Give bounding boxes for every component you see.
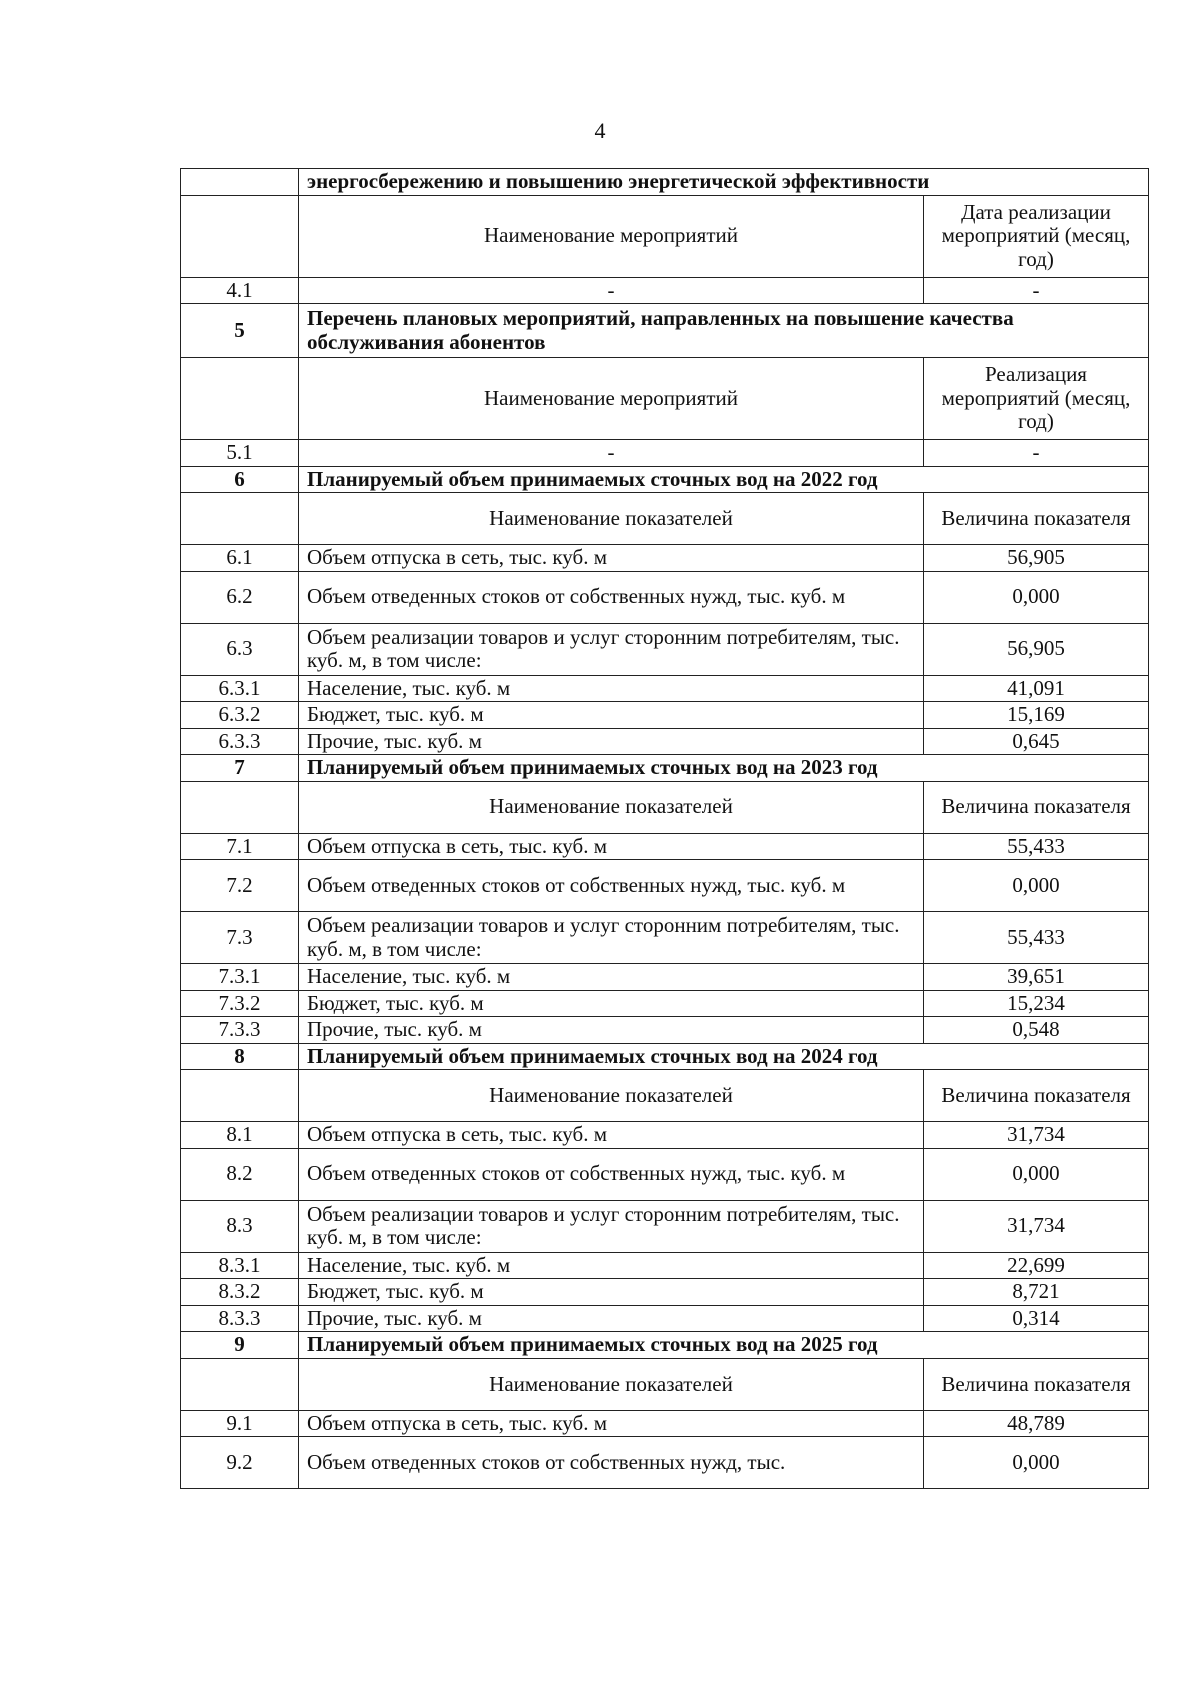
- column-header-name: Наименование мероприятий: [299, 358, 924, 440]
- column-header-value: Величина показателя: [924, 1358, 1149, 1410]
- table-row: [181, 833, 1149, 860]
- row-value: 15,169: [924, 702, 1149, 729]
- column-header-value: Величина показателя: [924, 493, 1149, 545]
- table-row: [181, 675, 1149, 702]
- column-header-row: [181, 358, 1149, 440]
- row-name: Объем реализации товаров и услуг сторонним потребителям, тыс. куб. м, в том числе:: [299, 623, 924, 675]
- row-value: 0,000: [924, 1437, 1149, 1489]
- row-number: 7.3.1: [181, 964, 299, 991]
- row-value: 0,645: [924, 728, 1149, 755]
- row-number: 8.2: [181, 1148, 299, 1200]
- row-value: 0,000: [924, 571, 1149, 623]
- column-header-row: [181, 195, 1149, 277]
- row-value: 31,734: [924, 1122, 1149, 1149]
- row-number: 6.1: [181, 545, 299, 572]
- table-row: [181, 277, 1149, 304]
- row-number: 6.3.1: [181, 675, 299, 702]
- section-title: Перечень плановых мероприятий, направленных на повышение качества обслуживания абонентов: [299, 304, 1149, 358]
- row-name: Бюджет, тыс. куб. м: [299, 702, 924, 729]
- table-row: [181, 571, 1149, 623]
- row-number: 9.1: [181, 1410, 299, 1437]
- column-header-value: Дата реализации мероприятий (месяц, год): [924, 195, 1149, 277]
- row-value: -: [924, 440, 1149, 467]
- row-value: 0,548: [924, 1017, 1149, 1044]
- table-row: [181, 1200, 1149, 1252]
- empty-cell: [181, 358, 299, 440]
- column-header-value: Величина показателя: [924, 781, 1149, 833]
- table-row: [181, 1122, 1149, 1149]
- row-value: 15,234: [924, 990, 1149, 1017]
- row-name: Объем отпуска в сеть, тыс. куб. м: [299, 1410, 924, 1437]
- row-value: 56,905: [924, 545, 1149, 572]
- table-row: [181, 702, 1149, 729]
- row-number: 8.3: [181, 1200, 299, 1252]
- row-name: Объем отведенных стоков от собственных нужд, тыс.: [299, 1437, 924, 1489]
- row-name: Объем отпуска в сеть, тыс. куб. м: [299, 545, 924, 572]
- row-number: 7.3.2: [181, 990, 299, 1017]
- row-number: 7.3: [181, 912, 299, 964]
- row-number: 8.1: [181, 1122, 299, 1149]
- production-program-table: [180, 168, 1149, 1489]
- section-number: 6: [181, 466, 299, 493]
- row-name: Прочие, тыс. куб. м: [299, 1305, 924, 1332]
- row-name: Объем отведенных стоков от собственных нужд, тыс. куб. м: [299, 1148, 924, 1200]
- row-name: Население, тыс. куб. м: [299, 964, 924, 991]
- column-header-name: Наименование показателей: [299, 781, 924, 833]
- page-number: 4: [594, 118, 606, 143]
- section-title-row: [181, 1043, 1149, 1070]
- section-title-row: [181, 755, 1149, 782]
- table-row: [181, 728, 1149, 755]
- section-number: 5: [181, 304, 299, 358]
- table-row: [181, 1017, 1149, 1044]
- row-value: 41,091: [924, 675, 1149, 702]
- table-row: [181, 545, 1149, 572]
- table-row: [181, 1410, 1149, 1437]
- section-number: 8: [181, 1043, 299, 1070]
- table-row: [181, 1437, 1149, 1489]
- row-value: 48,789: [924, 1410, 1149, 1437]
- section-title: Планируемый объем принимаемых сточных вод на 2022 год: [299, 466, 1149, 493]
- row-value: 0,000: [924, 860, 1149, 912]
- row-value: 31,734: [924, 1200, 1149, 1252]
- row-name: Объем отпуска в сеть, тыс. куб. м: [299, 833, 924, 860]
- table-row: [181, 1148, 1149, 1200]
- row-name: Объем отпуска в сеть, тыс. куб. м: [299, 1122, 924, 1149]
- row-name: Прочие, тыс. куб. м: [299, 728, 924, 755]
- row-name: -: [299, 277, 924, 304]
- table-body: [181, 169, 1149, 1489]
- column-header-row: [181, 1070, 1149, 1122]
- row-name: Объем отведенных стоков от собственных нужд, тыс. куб. м: [299, 860, 924, 912]
- table-row: [181, 440, 1149, 467]
- row-name: -: [299, 440, 924, 467]
- row-name: Объем отведенных стоков от собственных нужд, тыс. куб. м: [299, 571, 924, 623]
- row-name: Население, тыс. куб. м: [299, 675, 924, 702]
- section-title-row: [181, 466, 1149, 493]
- section-title: Планируемый объем принимаемых сточных вод на 2024 год: [299, 1043, 1149, 1070]
- section-number: 7: [181, 755, 299, 782]
- section-number: 9: [181, 1332, 299, 1359]
- row-number: 8.3.3: [181, 1305, 299, 1332]
- row-number: 6.2: [181, 571, 299, 623]
- column-header-name: Наименование показателей: [299, 1358, 924, 1410]
- empty-cell: [181, 1070, 299, 1122]
- section-title: энергосбережению и повышению энергетической эффективности: [299, 169, 1149, 196]
- column-header-name: Наименование мероприятий: [299, 195, 924, 277]
- row-value: 55,433: [924, 833, 1149, 860]
- row-number: 5.1: [181, 440, 299, 467]
- empty-cell: [181, 1358, 299, 1410]
- column-header-name: Наименование показателей: [299, 493, 924, 545]
- empty-cell: [181, 195, 299, 277]
- row-value: 39,651: [924, 964, 1149, 991]
- row-number: 9.2: [181, 1437, 299, 1489]
- section-number-cell: [181, 169, 299, 196]
- section-title-row: [181, 1332, 1149, 1359]
- row-name: Бюджет, тыс. куб. м: [299, 1279, 924, 1306]
- section-title-row: [181, 169, 1149, 196]
- section-title: Планируемый объем принимаемых сточных вод на 2023 год: [299, 755, 1149, 782]
- row-number: 8.3.2: [181, 1279, 299, 1306]
- row-name: Население, тыс. куб. м: [299, 1252, 924, 1279]
- row-number: 4.1: [181, 277, 299, 304]
- column-header-value: Величина показателя: [924, 1070, 1149, 1122]
- row-number: 7.2: [181, 860, 299, 912]
- row-name: Бюджет, тыс. куб. м: [299, 990, 924, 1017]
- table-row: [181, 912, 1149, 964]
- column-header-row: [181, 1358, 1149, 1410]
- row-value: 0,000: [924, 1148, 1149, 1200]
- column-header-value: Реализация мероприятий (месяц, год): [924, 358, 1149, 440]
- row-value: 0,314: [924, 1305, 1149, 1332]
- table-row: [181, 1305, 1149, 1332]
- column-header-row: [181, 781, 1149, 833]
- row-number: 8.3.1: [181, 1252, 299, 1279]
- table-row: [181, 1279, 1149, 1306]
- table-row: [181, 1252, 1149, 1279]
- row-name: Прочие, тыс. куб. м: [299, 1017, 924, 1044]
- row-value: 22,699: [924, 1252, 1149, 1279]
- table-row: [181, 623, 1149, 675]
- section-title-row: [181, 304, 1149, 358]
- empty-cell: [181, 781, 299, 833]
- row-value: 55,433: [924, 912, 1149, 964]
- row-name: Объем реализации товаров и услуг сторонним потребителям, тыс. куб. м, в том числе:: [299, 912, 924, 964]
- row-value: 8,721: [924, 1279, 1149, 1306]
- table-row: [181, 860, 1149, 912]
- row-number: 6.3: [181, 623, 299, 675]
- column-header-row: [181, 493, 1149, 545]
- row-number: 7.1: [181, 833, 299, 860]
- row-number: 6.3.3: [181, 728, 299, 755]
- table-row: [181, 990, 1149, 1017]
- row-number: 7.3.3: [181, 1017, 299, 1044]
- section-title: Планируемый объем принимаемых сточных вод на 2025 год: [299, 1332, 1149, 1359]
- row-name: Объем реализации товаров и услуг сторонним потребителям, тыс. куб. м, в том числе:: [299, 1200, 924, 1252]
- row-value: 56,905: [924, 623, 1149, 675]
- row-number: 6.3.2: [181, 702, 299, 729]
- row-value: -: [924, 277, 1149, 304]
- empty-cell: [181, 493, 299, 545]
- column-header-name: Наименование показателей: [299, 1070, 924, 1122]
- table-row: [181, 964, 1149, 991]
